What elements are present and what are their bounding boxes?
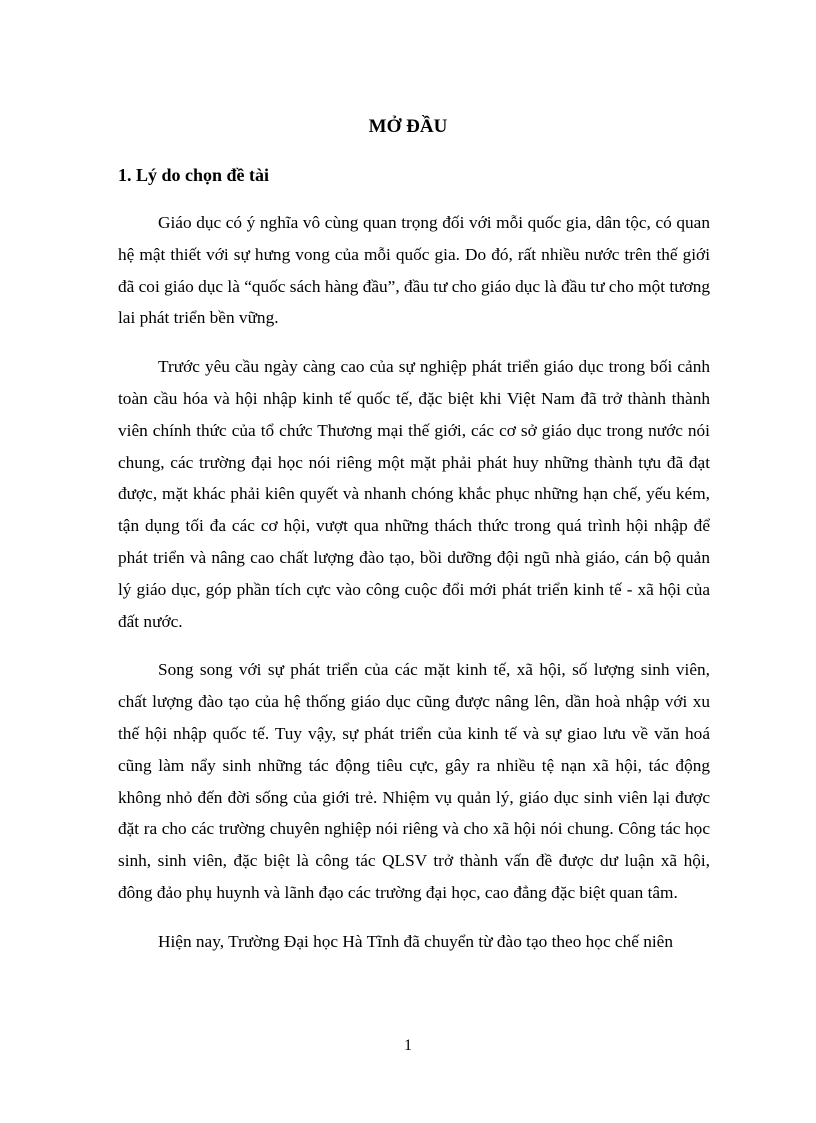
paragraph-1: Giáo dục có ý nghĩa vô cùng quan trọng đối với mỗi quốc gia, dân tộc, có quan hệ mật thiết với sự hưng vong của mỗi quốc gia. Do đó, rất nhiều nước trên thế giới đã coi giáo dục là “quốc sách hàng đầu”, đầu tư cho giáo dục là đầu tư cho một tương lai phát triển bền vững. — [118, 213, 710, 328]
paragraph-3: Song song với sự phát triển của các mặt kinh tế, xã hội, số lượng sinh viên, chất lượng đào tạo của hệ thống giáo dục cũng được nâng lên, dần hoà nhập với xu thế hội nhập quốc tế. Tuy vậy, sự phát triển của kinh tế và sự giao lưu về văn hoá cũng làm nẩy sinh những tác động tiêu cực, gây ra nhiều tệ nạn xã hội, tác động không nhỏ đến đời sống của giới trẻ. Nhiệm vụ quản lý, giáo dục sinh viên lại được đặt ra cho các trường chuyên nghiệp nói riêng và cho xã hội nói chung. Công tác học sinh, sinh viên, đặc biệt là công tác QLSV trở thành vấn đề được dư luận xã hội, đông đảo phụ huynh và lãnh đạo các trường đại học, cao đẳng đặc biệt quan tâm. — [118, 660, 710, 902]
page-number: 1 — [404, 1037, 412, 1054]
paragraph-2: Trước yêu cầu ngày càng cao của sự nghiệp phát triển giáo dục trong bối cảnh toàn cầu hóa và hội nhập kinh tế quốc tế, đặc biệt khi Việt Nam đã trở thành thành viên chính thức của tổ chức Thương mại thế giới, các cơ sở giáo dục trong nước nói chung, các trường đại học nói riêng một mặt phải phát huy những thành tựu đã đạt được, mặt khác phải kiên quyết và nhanh chóng khắc phục những hạn chế, yếu kém, tận dụng tối đa các cơ hội, vượt qua những thách thức trong quá trình hội nhập để phát triển và nâng cao chất lượng đào tạo, bồi dưỡng đội ngũ nhà giáo, cán bộ quản lý giáo dục, góp phần tích cực vào công cuộc đổi mới phát triển kinh tế - xã hội của đất nước. — [118, 357, 710, 631]
paragraph-4: Hiện nay, Trường Đại học Hà Tĩnh đã chuyển từ đào tạo theo học chế niên — [158, 931, 673, 951]
section-heading: 1. Lý do chọn đề tài — [118, 165, 270, 185]
document-title: MỞ ĐẦU — [368, 116, 448, 137]
body-text — [118, 207, 710, 958]
